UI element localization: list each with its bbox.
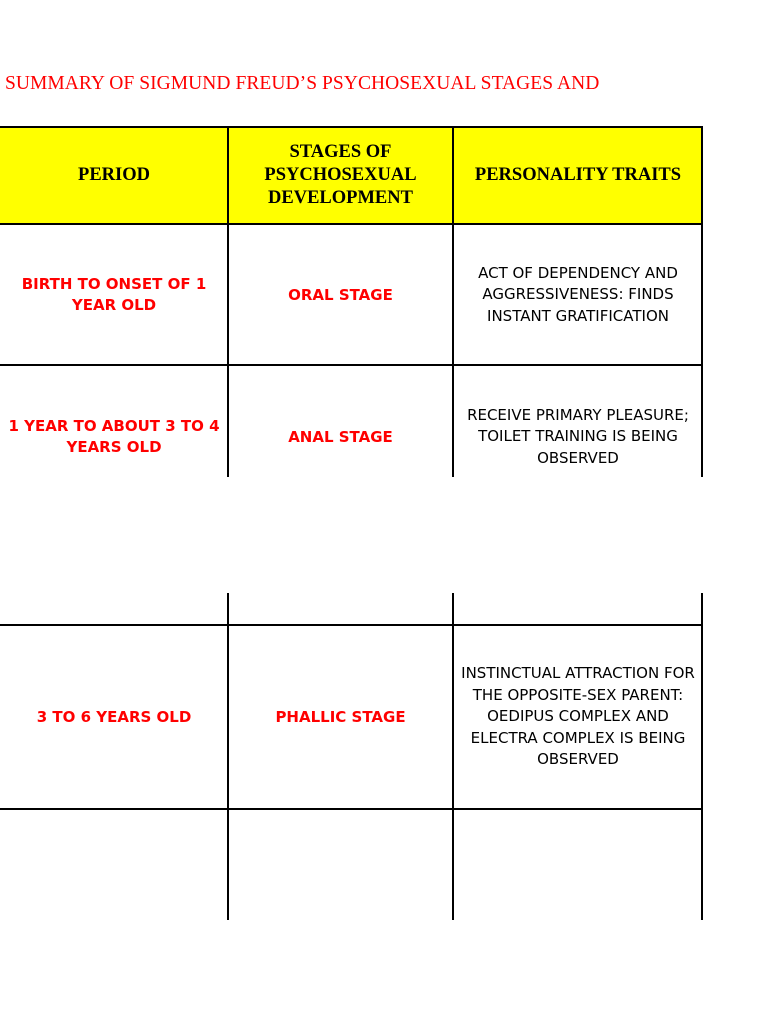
table-divider	[0, 223, 703, 225]
table-row-2-stage: ANAL STAGE	[288, 427, 393, 446]
table-column-divider	[227, 126, 229, 477]
header-period: PERIOD	[0, 127, 228, 224]
table-row-1-traits: ACT OF DEPENDENCY AND AGGRESSIVENESS: FINDS INSTANT GRATIFICATION	[478, 263, 678, 325]
table-border-right	[701, 126, 703, 477]
table-divider	[0, 624, 703, 626]
table-row-1-period: BIRTH TO ONSET OF 1 YEAR OLD	[21, 275, 207, 314]
table-row-3-traits: INSTINCTUAL ATTRACTION FOR THE OPPOSITE-SEX PARENT: OEDIPUS COMPLEX AND ELECTRA COMPLEX IS BEING OBSERVED	[461, 664, 695, 769]
document-title: SUMMARY OF SIGMUND FREUD’S PSYCHOSEXUAL STAGES AND	[5, 73, 600, 94]
table-border-top	[0, 126, 703, 128]
table-row-1-stage: ORAL STAGE	[288, 285, 393, 304]
table-divider	[0, 364, 703, 366]
table-column-divider	[452, 593, 454, 920]
table-row-3-stage: PHALLIC STAGE	[275, 707, 406, 726]
header-stages	[228, 127, 453, 224]
table-row-3-period: 3 TO 6 YEARS OLD	[36, 707, 192, 726]
table-column-divider	[452, 126, 454, 477]
table-column-divider	[227, 593, 229, 920]
table-row-2-traits: RECEIVE PRIMARY PLEASURE; TOILET TRAINING IS BEING OBSERVED	[467, 405, 689, 467]
table-divider	[0, 808, 703, 810]
table-border-right	[701, 593, 703, 920]
header-stages-label: STAGES OF PSYCHOSEXUAL DEVELOPMENT	[264, 142, 417, 208]
table-row-2-period: 1 YEAR TO ABOUT 3 TO 4 YEARS OLD	[8, 417, 220, 456]
header-traits: PERSONALITY TRAITS	[453, 127, 703, 224]
